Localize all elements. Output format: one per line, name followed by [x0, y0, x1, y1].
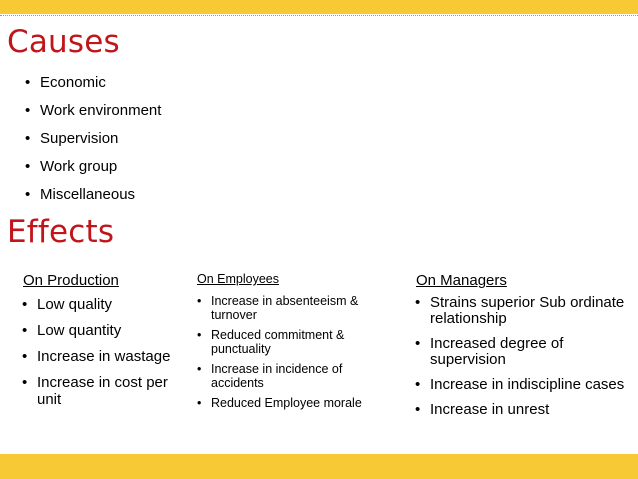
list-item: • Increase in wastage — [37, 348, 193, 365]
causes-heading: Causes — [7, 24, 120, 60]
column-title: On Employees — [197, 272, 279, 286]
list-item: • Low quality — [37, 296, 193, 313]
list-item: • Miscellaneous — [40, 185, 161, 205]
list-item: • Supervision — [40, 129, 161, 149]
effects-list — [416, 295, 638, 418]
list-item: • Increased degree of supervision — [430, 336, 638, 368]
list-item: • Increase in absenteeism & turnover — [211, 294, 387, 322]
list-item: • Increase in incidence of accidents — [211, 362, 387, 390]
bottom-accent-bar — [0, 454, 638, 479]
list-item: • Low quantity — [37, 322, 193, 339]
column-title: On Managers — [416, 272, 507, 289]
list-item: • Increase in unrest — [430, 402, 638, 418]
list-item: • Reduced Employee morale — [211, 396, 387, 410]
effects-column-managers — [416, 271, 638, 427]
effects-list — [23, 296, 193, 408]
list-item: • Increase in cost per unit — [37, 374, 193, 408]
dotted-divider — [0, 15, 638, 16]
list-item: • Work environment — [40, 101, 161, 121]
effects-heading: Effects — [7, 214, 115, 250]
effects-column-employees — [197, 271, 387, 416]
list-item: • Work group — [40, 157, 161, 177]
effects-column-production — [23, 271, 193, 417]
list-item: • Economic — [40, 73, 161, 93]
column-title: On Production — [23, 272, 119, 289]
top-accent-bar — [0, 0, 638, 14]
list-item: • Reduced commitment & punctuality — [211, 328, 387, 356]
effects-list — [197, 294, 387, 410]
list-item: • Strains superior Sub ordinate relationship — [430, 295, 638, 327]
list-item: • Increase in indiscipline cases — [430, 377, 638, 393]
causes-list — [26, 73, 161, 213]
